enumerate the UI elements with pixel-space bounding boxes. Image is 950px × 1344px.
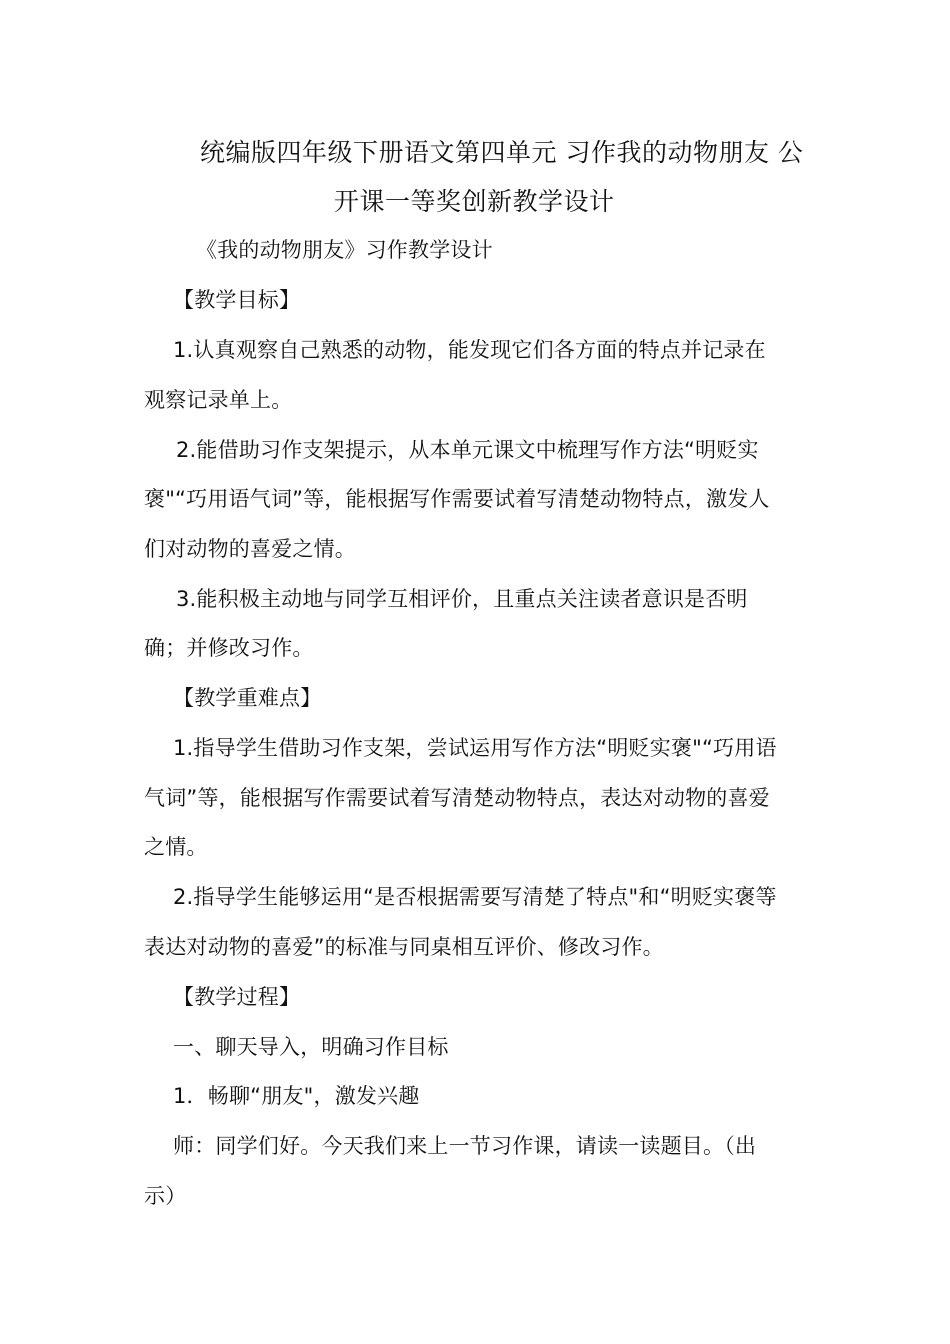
- key-2-line-1: 2.指导学生能够运用“是否根据需要写清楚了特点"和“明贬实褒等: [173, 885, 777, 909]
- key-1-line-3: 之情。: [144, 835, 208, 859]
- teacher-line-2: 示）: [144, 1184, 187, 1208]
- goals-heading: 【教学目标】: [173, 288, 301, 312]
- goal-2-line-2: 褒"“巧用语气词”等，能根据写作需要试着写清楚动物特点，激发人: [144, 487, 770, 511]
- process-heading: 【教学过程】: [173, 985, 301, 1009]
- goal-1-line-2: 观察记录单上。: [144, 388, 293, 412]
- goal-2-line-3: 们对动物的喜爱之情。: [144, 537, 356, 561]
- document-subtitle: 《我的动物朋友》习作教学设计: [196, 238, 493, 262]
- document-title-line-1: 统编版四年级下册语文第四单元 习作我的动物朋友 公: [200, 138, 804, 167]
- key-points-heading: 【教学重难点】: [173, 686, 322, 710]
- key-2-line-2: 表达对动物的喜爱”的标准与同桌相互评价、修改习作。: [144, 935, 664, 959]
- key-1-line-2: 气词”等，能根据写作需要试着写清楚动物特点，表达对动物的喜爱: [144, 786, 770, 810]
- goal-3-line-1: 3.能积极主动地与同学互相评价，且重点关注读者意识是否明: [176, 587, 748, 611]
- step-1-1: 1．畅聊“朋友"，激发兴趣: [173, 1084, 420, 1108]
- key-1-line-1: 1.指导学生借助习作支架，尝试运用写作方法“明贬实褒"“巧用语: [173, 736, 777, 760]
- step-1-heading: 一、聊天导入，明确习作目标: [173, 1035, 449, 1059]
- goal-3-line-2: 确；并修改习作。: [144, 636, 314, 660]
- teacher-line-1: 师：同学们好。今天我们来上一节习作课，请读一读题目。（出: [173, 1134, 757, 1158]
- goal-1-line-1: 1.认真观察自己熟悉的动物，能发现它们各方面的特点并记录在: [173, 338, 766, 362]
- document-title-line-2: 开课一等奖创新教学设计: [334, 187, 615, 216]
- goal-2-line-1: 2.能借助习作支架提示，从本单元课文中梳理写作方法“明贬实: [176, 438, 759, 462]
